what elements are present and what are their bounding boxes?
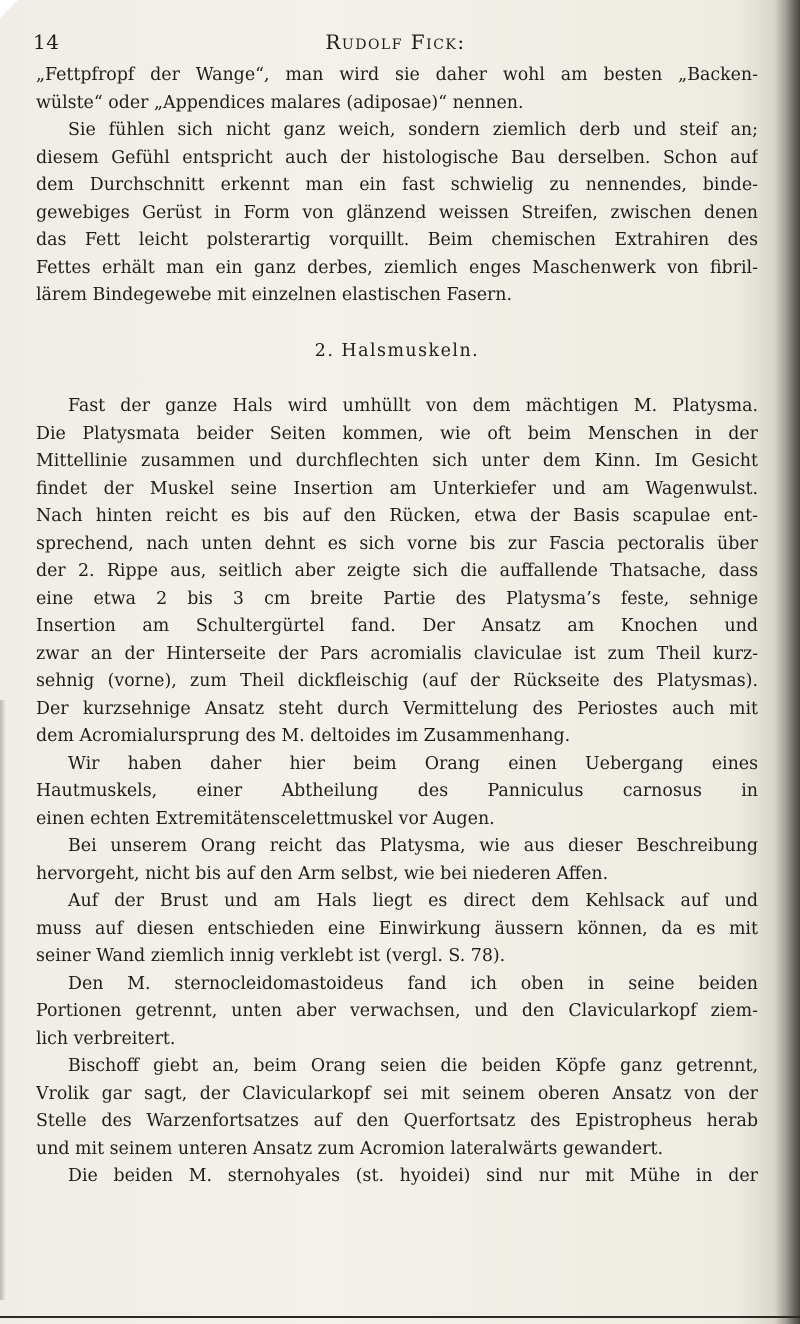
text-line: hervorgeht, nicht bis auf den Arm selbst, wie bei niederen Affen.	[36, 863, 609, 884]
text-line: Die beiden M. sternohyales (st. hyoidei) sind nur mit Mühe in der	[68, 1166, 758, 1186]
text-line: Fast der ganze Hals wird umhüllt von dem mächtigen M. Platysma.	[68, 396, 758, 416]
text-line: diesem Gefühl entspricht auch der histologische Bau derselben. Schon auf	[36, 147, 758, 168]
text-line: seiner Wand ziemlich innig verklebt ist (vergl. S. 78).	[36, 946, 506, 966]
page-shadow	[0, 700, 6, 1300]
text-line: lärem Bindegewebe mit einzelnen elastischen Fasern.	[36, 285, 513, 305]
running-head: Rudolf Fick:	[325, 30, 466, 54]
text-line: Bischoff giebt an, beim Orang seien die beiden Köpfe ganz getrennt,	[68, 1056, 758, 1076]
page-header	[33, 24, 758, 60]
blank-line	[36, 365, 758, 393]
text-line: eine etwa 2 bis 3 cm breite Partie des Platysma’s feste, sehnige	[36, 588, 758, 609]
text-line: Stelle des Warzenfortsatzes auf den Querfortsatz des Epistropheus herab	[36, 1111, 758, 1131]
text-line: wülste“ oder „Appendices malares (adiposae)“ nennen.	[36, 92, 524, 113]
text-line: gewebiges Gerüst in Form von glänzend weissen Streifen, zwischen denen	[36, 202, 758, 223]
text-line: Auf der Brust und am Hals liegt es direct dem Kehlsack auf und	[68, 891, 758, 911]
page-bottom-edge	[0, 1316, 800, 1318]
body-text	[36, 62, 758, 1191]
text-line: sehnig (vorne), zum Theil dickfleischig (auf der Rückseite des Platysmas).	[36, 671, 758, 691]
section-heading: 2. Halsmuskeln.	[314, 340, 480, 361]
book-binding-edge	[774, 0, 800, 1324]
page-number: 14	[33, 30, 60, 54]
text-line: einen echten Extremitätenscelettmuskel vor Augen.	[36, 808, 495, 829]
text-line: Vrolik gar sagt, der Clavicularkopf sei mit seinem oberen Ansatz von der	[36, 1083, 758, 1104]
text-line: Den M. sternocleidomastoideus fand ich oben in seine beiden	[68, 973, 758, 994]
page-corner	[0, 0, 18, 18]
text-line: Portionen getrennt, unten aber verwachsen, und den Clavicularkopf ziem-	[36, 1001, 758, 1021]
text-line: Nach hinten reicht es bis auf den Rücken, etwa der Basis scapulae ent-	[36, 506, 758, 526]
text-line: und mit seinem unteren Ansatz zum Acromion lateralwärts gewandert.	[36, 1138, 663, 1159]
text-line: zwar an der Hinterseite der Pars acromialis claviculae ist zum Theil kurz-	[36, 643, 758, 664]
text-line: Fettes erhält man ein ganz derbes, ziemlich enges Maschenwerk von fibril-	[36, 257, 758, 278]
text-line: „Fettpfropf der Wange“, man wird sie daher wohl am besten „Backen-	[36, 65, 758, 85]
text-line: dem Acromialursprung des M. deltoides im Zusammenhang.	[36, 726, 571, 746]
text-line: Der kurzsehnige Ansatz steht durch Vermittelung des Periostes auch mit	[36, 698, 758, 719]
text-line: Mittellinie zusammen und durchflechten sich unter dem Kinn. Im Gesicht	[36, 451, 758, 471]
text-line: muss auf diesen entschieden eine Einwirkung äussern können, da es mit	[36, 918, 758, 939]
text-line: Wir haben daher hier beim Orang einen Uebergang eines	[68, 753, 758, 774]
text-line: lich verbreitert.	[36, 1028, 176, 1049]
text-line: findet der Muskel seine Insertion am Unterkiefer und am Wagenwulst.	[36, 478, 758, 499]
text-line: dem Durchschnitt erkennt man ein fast schwielig zu nennendes, binde-	[36, 175, 758, 195]
text-line: der 2. Rippe aus, seitlich aber zeigte sich die auffallende Thatsache, dass	[36, 561, 758, 581]
blank-line	[36, 310, 758, 338]
text-line: Hautmuskels, einer Abtheilung des Panniculus carnosus in	[36, 781, 758, 801]
text-line: Bei unserem Orang reicht das Platysma, wie aus dieser Beschreibung	[68, 836, 758, 856]
text-line: Die Platysmata beider Seiten kommen, wie oft beim Menschen in der	[36, 423, 758, 444]
text-line: Sie fühlen sich nicht ganz weich, sondern ziemlich derb und steif an;	[68, 120, 758, 140]
text-line: Insertion am Schultergürtel fand. Der Ansatz am Knochen und	[36, 616, 758, 636]
text-line: sprechend, nach unten dehnt es sich vorne bis zur Fascia pectoralis über	[36, 533, 758, 554]
text-line: das Fett leicht polsterartig vorquillt. Beim chemischen Extrahiren des	[36, 230, 758, 250]
